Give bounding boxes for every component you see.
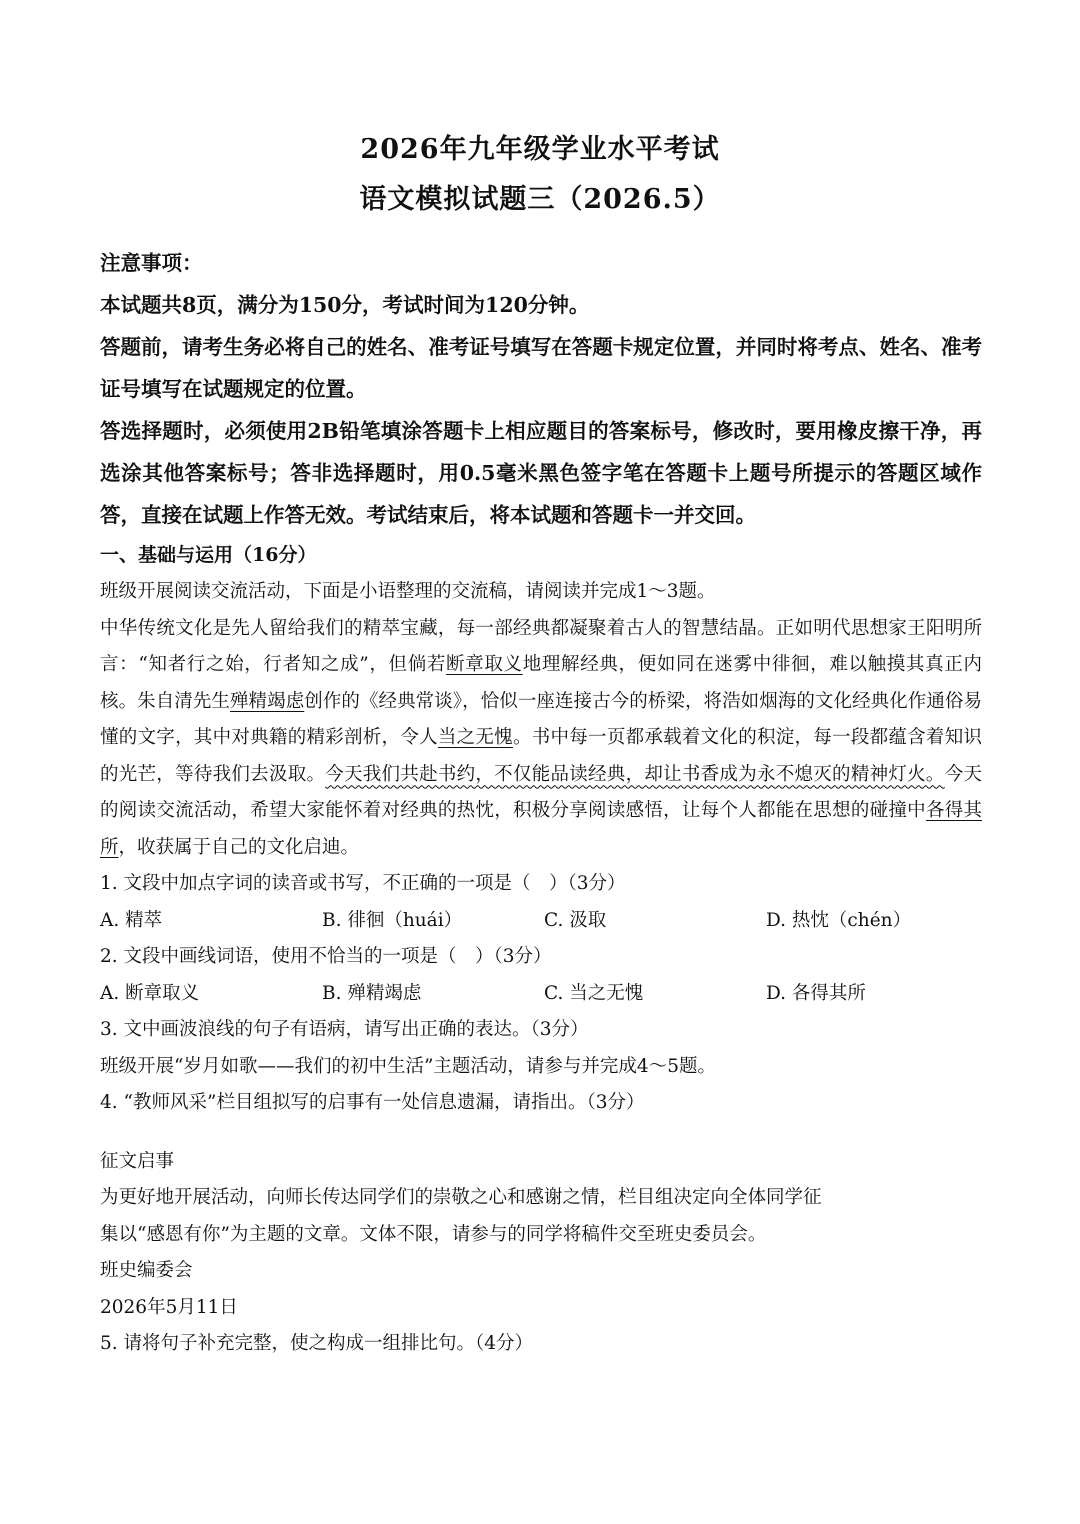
- notice-line-3: 答选择题时，必须使用2B铅笔填涂答题卡上相应题目的答案标号，修改时，要用橡皮擦干净，再选涂其他答案标号；答非选择题时，用0.5毫米黑色签字笔在答题卡上题号所提示的答题区域作答，直接在试题上作答无效。考试结束后，将本试题和答题卡一并交回。: [100, 419, 982, 527]
- option-c: C. 汲取: [544, 909, 607, 931]
- passage-text: 今天的阅读交流活动，希望大家能怀着对经典的热忱，积极分享阅读感悟，让每个人都能在思想的碰撞中: [100, 763, 982, 821]
- notice-line-1: 本试题共8页，满分为150分，考试时间为120分钟。: [100, 293, 590, 317]
- question-1: 1. 文段中加点字词的读音或书写，不正确的一项是（ ）（3分）: [100, 873, 626, 894]
- spacer: [100, 1122, 982, 1144]
- notice-doc-line-1: 为更好地开展活动，向师长传达同学们的崇敬之心和感谢之情，栏目组决定向全体同学征: [100, 1187, 822, 1208]
- notice-doc-signer: 班史编委会: [100, 1260, 193, 1281]
- passage-text: 中华传统文化是先人留给我们的精萃宝藏，每一部经典都凝聚着古人的智慧结晶。正如明代思想家王阳明所言：“知者行之始，行者知之成”，但倘若: [100, 617, 982, 675]
- exam-subtitle: 语文模拟试题三（2026.5）: [359, 184, 721, 215]
- option-c: C. 当之无愧: [544, 982, 644, 1004]
- passage-text: 创作的《经典常谈》，恰似一座连接古今的桥梁，将浩如烟海的文化经典化作通俗易懂的文字，其中对典籍的精彩剖析，令人: [100, 690, 982, 748]
- section-heading: 一、基础与运用（16分）: [100, 544, 317, 566]
- passage-text: 地理解经典，便如同在迷雾中徘徊，难以触摸其真正内核。朱自清先生: [100, 654, 982, 712]
- question-2: 2. 文段中画线词语，使用不恰当的一项是（ ）（3分）: [100, 946, 552, 967]
- option-d: D. 各得其所: [766, 982, 866, 1004]
- passage-text: 。书中每一页都承载着文化的积淀，每一段都蕴含着知识的光芒，等待我们去汲取。: [100, 727, 982, 785]
- underlined-phrase: 各得其所: [100, 800, 982, 858]
- notice-heading: 注意事项：: [100, 251, 203, 275]
- notice-line-2: 答题前，请考生务必将自己的姓名、准考证号填写在答题卡规定位置，并同时将考点、姓名、准考证号填写在试题规定的位置。: [100, 335, 982, 401]
- wavy-underlined-sentence: 今天我们共赴书约，不仅能品读经典，却让书香成为永不熄灭的精神灯火。: [325, 763, 945, 785]
- notice-doc-date: 2026年5月11日: [100, 1296, 238, 1318]
- underlined-phrase: 殚精竭虑: [229, 690, 305, 712]
- underlined-phrase: 断章取义: [446, 654, 523, 675]
- option-d: D. 热忱（chén）: [766, 909, 912, 931]
- question-1-options: [100, 903, 982, 940]
- passage-text: ，收获属于自己的文化启迪。: [118, 836, 360, 858]
- reading-passage: [100, 611, 982, 867]
- underlined-phrase: 当之无愧: [437, 727, 513, 748]
- exam-title: 2026年九年级学业水平考试: [360, 134, 720, 165]
- question-2-options: [100, 976, 982, 1013]
- option-a: A. 断章取义: [100, 982, 200, 1004]
- question-3: 3. 文中画波浪线的句子有语病，请写出正确的表达。（3分）: [100, 1019, 589, 1040]
- notice-doc-line-2: 集以“感恩有你”为主题的文章。文体不限，请参与的同学将稿件交至班史委员会。: [100, 1223, 767, 1245]
- option-b: B. 徘徊（huái）: [322, 909, 463, 931]
- exam-body: [100, 242, 982, 1363]
- option-a: A. 精萃: [100, 909, 163, 931]
- option-b: B. 殚精竭虑: [322, 982, 422, 1004]
- question-5: 5. 请将句子补充完整，使之构成一组排比句。（4分）: [100, 1333, 534, 1354]
- reading-intro: 班级开展阅读交流活动，下面是小语整理的交流稿，请阅读并完成1～3题。: [100, 581, 716, 602]
- notice-doc-title: 征文启事: [100, 1150, 175, 1172]
- question-4: 4. “教师风采”栏目组拟写的启事有一处信息遗漏，请指出。（3分）: [100, 1092, 645, 1113]
- activity-intro: 班级开展“岁月如歌——我们的初中生活”主题活动，请参与并完成4～5题。: [100, 1055, 716, 1077]
